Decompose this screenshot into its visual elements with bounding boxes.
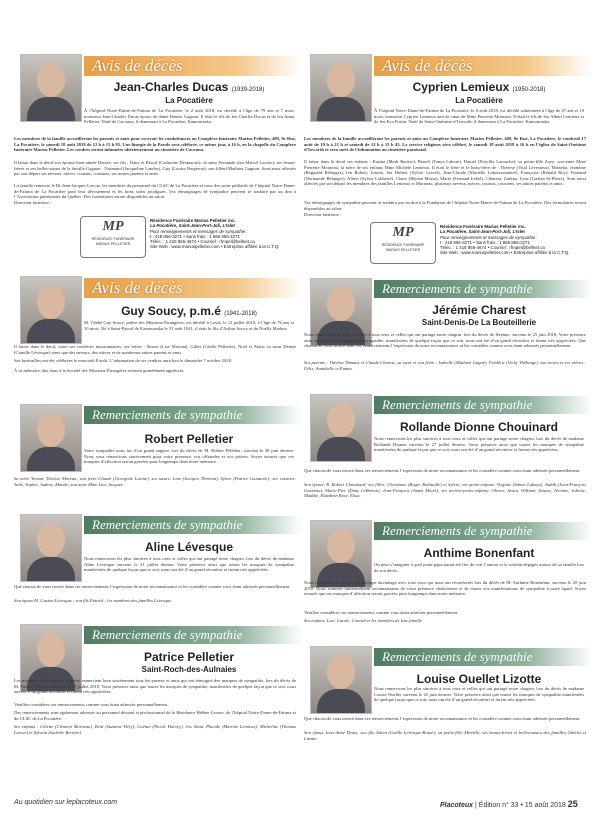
deceased-name: Guy Soucy, p.m.é (1941-2018) [121,304,257,318]
notice-text: Des remerciements sont également adressés au personnel dévoué et professionnel de la Résidence Hélène Lavoie, de l’hôpital Notre-Dame-de-Fatima et du CLSC de La Pocatière. [14,710,296,721]
notice-ducas [14,52,296,230]
notice-text: Les membres de la famille accueilleront les parents et amis pour recevoir les condoléances au Complexe funéraire Marius Pelletier, 409, 9e Rue, La Pocatière, le samedi 18 août 2018 de 12 h à 15 h 95. Une liturgie de la Parole sera célébrée, ce même jour, à 16 h, en la chapelle du Complexe funéraire Marius Pelletier. Les cendres seront inhumées ultérieurement au cimetière de Cacouna. [14,136,296,153]
banner-remerciements: Remerciements de sympathie [374,522,592,540]
portrait-photo [310,646,372,714]
deceased-place: Saint-Roch-des-Aulnaies [141,665,237,674]
notice-text: Il laisse dans le deuil, outre ses confrères missionnaires, ses frères : Simon (Lise Moreau), Gilles (Gisèle Pelletier), Noël et Alain; sa sœur Denise (Camille Lévesque) ainsi que des neveux, des nièces et de nombreux autres parents et amis. [14,344,296,355]
deceased-name: Jérémie Charest [432,303,526,317]
deceased-name: Robert Pelletier [144,432,234,446]
deceased-name: Aline Lévesque [144,540,234,554]
notice-text: Son époux: R. Robert Chouinard; ses filles: Christiane (Roger Robitaille) et Sylvie; ses petits-enfants: Virginie (Simon Lahaye), Judith (Jean-François Guenette), Marie-Pier (Dany LeBreton), Jean-François (Anaïs Morel); ses arrière-petits-enfants: Olivier, Justin, William, Ariane, Jérémie, Juliette, Maddie, Elizabeth Rose, Elisa. [304,482,586,499]
notice-robert-pelletier [14,402,296,498]
notice-text: Ses enfants : Colette (Clément Morneau), Réal (Suzanne Héry), Gaétan (Nicole Harvey), Jos Alain, Placide (Martine Lemieux), Micheline (Thomas Lavoie) et Sylvain (Isabelle Bernier). [14,724,296,735]
deceased-name: Anthime Bonenfant [423,546,535,560]
notice-text: Ses funérailles ont été célébrées le mercredi 8 août. L’inhumation de ses cendres aura lieu le dimanche 7 octobre 2018. [14,358,233,363]
deceased-name: Rollande Dionne Chouinard [400,420,558,434]
notice-text: On peut s’imaginer à quel point papa aurait été fier de voir l’amour et le soutien dégagés autour de sa famille lors de son décès. [374,562,584,573]
notice-text: Les membres de la famille Pelletier remercient bien sincèrement tous les parents et amis qui ont témoigné des marques de sympathie, lors du décès de M. Patrice Pelletier, survenu le 27 juillet 2018. Votre présence ainsi que toutes les marques de sympathie, manifestées de quelque façon que ce soit, nous ont été d’un grand réconfort et furent très appréciées. [14,678,296,695]
portrait-photo [310,394,372,462]
notice-text: La famille remercie le Dr Jean-Jacques Lavoie, les membres du personnel du CLSC de La Pocatière et ceux des soins palliatifs de l’hôpital Notre-Dame-de-Fatima de La Pocatière pour leur dévouement et les bons soins prodigués. Vos témoignages de sympathie peuvent se traduire par un don à l’Association pulmonaire du Québec. Des formulaires seront disponibles au salon. [14,183,296,200]
notice-text: Que chacun de vous trouve dans ces remerciements l’expression de notre reconnaissance et les considère comme vous étant adressés personnellement. [304,716,581,721]
funeral-home-logo: MP RÉSIDENCE FUNÉRAIRE MARIUS PELLETIER [370,222,436,264]
funeral-home-info: Résidence Funéraire Marius Pelletier inc. La Pocatière, Saint-Jean-Port-Joli, L’Islet Pour renseignements et messages de sympathie : t : 418 856-3271 • Sans frais : 1 866 856-3271 Téléc. : 1 418 856-4674 • Courriel : rfmpel@bellnet.ca Site Web : www.mariuspelletier.com • Entreprise affiliée à la C.T.Q. [440,224,570,256]
portrait-photo [310,54,372,122]
notice-text: Que chacun de vous trouve dans ces remerciements l’expression de notre reconnaissance et les considère comme vous étant adressés personnellement. [304,468,581,473]
portrait-photo [20,404,82,472]
notice-ouellet-lizotte [304,644,586,754]
notice-patrice-pelletier [14,622,296,752]
funeral-home-info: Résidence Funéraire Marius Pelletier inc. La Pocatière, Saint-Jean-Port-Joli, L’Islet Pour renseignements et messages de sympathie : t : 418 856-3271 • Sans frais : 1 866 856-3271 Téléc. : 1 418 856-4674 • Courriel : rfmpel@bellnet.ca Site Web : www.mariuspelletier.com • Entreprise affiliée à la C.T.Q. [150,218,280,250]
notice-text: Nous regrettons de n’avoir pu partager davantage avec tous ceux qui nous ont réconfortés lors du décès de M. Anthime Bonenfant, survenu le 28 juin 2018. Nous sommes immensément reconnaissants de votre présence chaleureuse et de toutes vos manifestations de sympathie à notre égard. Soyez assurés que ces marques d’affection seront gravées pour longtemps dans notre mémoire. [304,580,586,597]
deceased-place: Saint-Denis-De La Bouteillerie [421,318,537,327]
notice-text: À l’hôpital Notre-Dame-de-Fatima de La Pocatière, le 2 août 2018, est décédé à l’âge de 79 ans et 7 mois monsieur Jean-Charles Ducas époux de dame Denise Gagnon. Il était le fils de feu Charles Ducas et de feu Anna Pelletier. Natif de Cacouna, il demeurait à La Pocatière, Kamouraska. [84,108,294,125]
notice-text: Ses enfants, Lise, Carole, Conrad et les membres de leur famille [304,618,422,623]
notice-soucy [14,274,296,378]
footer-edition: Placoteux | Édition n° 33 • 15 août 2018 25 [440,799,578,809]
notice-text: Nous remercions les plus sincères à tous ceux et celles qui ont partagé notre chagrin, lors du décès de madame Aline Lévesque survenu le 21 juillet dernier. Votre présence ainsi que toutes les marques de sympathie manifestées de quelque façon que ce soit, nous ont été d’un grand réconfort et furent très appréciées. [84,556,294,573]
notice-text: Veuillez considérer ces remerciements comme vous étant adressés personnellement. [304,610,459,615]
deceased-place: La Pocatière [455,96,503,105]
notice-text: Son époux M. Gaston Lévesque ; son fils Patrick ; les membres des familles Lévesque. [14,598,173,603]
notice-text: Il laisse dans le deuil son épouse bien-aimée Denise; ses fils : Dany et Pascal (Catherine Desmarais); sa sœur Fernande (feu Marcel Lavoie); ses beaux-frères et ses belles-sœurs de la famille Gagnon : Normand (Jacqueline Landry), Guy (Louise Bergeron); son filleul Mathieu Gagnon. Sont aussi affectés par son départ ses neveux, nièces, cousins, cousines, ses autres parents et amis. [14,160,296,177]
notice-text: Les membres de la famille accueilleront les parents et amis au Complexe funéraire Marius Pelletier, 409, 9e Rue, La Pocatière, le vendredi 17 août de 19 h à 21 h et samedi de 12 h à 15 h 45. Le service religieux sera célébré, le samedi 18 août 2018 à 16 h en l’église de Saint-Onésime d’Ixworth et sera suivi de l’inhumation au cimetière paroissial. [304,136,586,153]
portrait-photo [20,276,82,344]
banner-remerciements: Remerciements de sympathie [84,516,302,534]
banner-remerciements: Remerciements de sympathie [84,626,302,644]
funeral-home-logo: MP RÉSIDENCE FUNÉRAIRE MARIUS PELLETIER [80,216,146,258]
banner-remerciements: Remerciements de sympathie [374,648,592,666]
banner-remerciements: Remerciements de sympathie [374,280,592,298]
deceased-name: Patrice Pelletier [143,650,235,664]
portrait-photo [20,514,82,582]
banner-remerciements: Remerciements de sympathie [84,406,302,424]
notice-text: Sa mère Yvonne Thérèse Moreau; son frère Claude (Georgette Lizotte), ses sœurs: Line (Jacques Thoreau), Sylvie (Patrice Gamache); ses voisines: Julie, Sophie, Audrey, Maude; son amie Mme Line Jacques. [14,476,296,487]
notice-text: Que chacun de vous trouve dans ces remerciements l’expression de notre reconnaissance et les considère comme vous étant adressés personnellement. [14,584,291,589]
notice-text: Ses parents : Thérèse Dumais et Claude Charest; sa sœur et son frère : Isabelle (Mathieu Gagné), Frédéric (Vicky Théberge), son neveu et ses nièces : Félix, Annabelle et Emma. [304,360,586,371]
notice-lemieux [304,52,586,230]
banner-remerciements: Remerciements de sympathie [374,396,592,414]
notice-text: Son époux Jean-Aimé Denis; son fils Julien (Gaëlle Lévesque-Rossé); sa petite-fille Mireille; ses beaux-frères et belles-sœurs des familles Ouellet et Lizotte. [304,730,586,741]
notice-bonenfant [304,518,586,628]
notice-text: Vos témoignages de sympathie peuvent se traduire par un don à la Fondation de l’hôpital Notre-Dame-de-Fatima de La Pocatière. Des formulaires seront disponibles au salon. [304,200,586,211]
notice-chouinard [304,392,586,512]
notice-text: Nous remercions les plus sincères à tous ceux et celles qui ont partagé notre chagrin, lors du décès de madame Louise Ouellet survenu le 25 juin dernier. Votre présence ainsi que toutes les marques de sympathie manifestées de quelque façon que ce soit, nous ont été d’un grand réconfort et furent très appréciées. [374,686,584,703]
deceased-name: Cyprien Lemieux (1950-2018) [412,80,546,94]
notice-text: Direction funéraire : [14,200,52,205]
notice-text: M. l’abbé Guy Soucy, prêtre des Missions-Étrangères, est décédé à Laval, le 12 juillet 2018, à l’âge de 76 ans et 10 mois. Né à Saint-Pascal de Kamouraska le 31 août 1941, il était le fils d’Arthur Soucy et de Noëlla Madore. [84,320,294,331]
notice-aline-levesque [14,512,296,608]
notice-text: À sa mémoire, des dons à la Société des Missions-Étrangères seraient grandement appréciés. [14,368,185,373]
notice-text: Il laisse dans le deuil ses enfants : Karina (Mark Backer), Benoît (Tanya Labore), Daniel (Priscilla Larouche); sa petite-fille Zoey; son amie Mme Pierrette Morneau; la mère de ses enfants Mme Michèle Lemieux. Il était le frère et le beau-frère de : Thérèse (Vital Lévesseur), Marietta, Jeannine (Réginald Bélanger), feu Robert, Josette, feu Hubert (Sylvie Gravel), Jean-Claude (Marielle Laboissonnière), Françoise (Rénald Roy), Fernand (Normande Bélanger), Albert (Sylvie Laliberté), Claire (Réjean Morin), Marie (Fernand Lebel), Clément, Gaétan, Lyne (Gaétan St-Pierre). Sont aussi affectés par son départ les membres des familles Lemieux et Morneau, plusieurs neveux, nièces, cousins, cousines, ses autres parents et amis. [304,159,586,187]
notice-text: À l’hôpital Notre-Dame-de-Fatima de La Pocatière, le 8 août 2018, est décédé subitement à l’âge de 67 ans et 10 mois, monsieur Cyprien Lemieux ami de cœur de Mme Pierrette Morneau. Il était le fils de feu Albert Lemieux et de feu Eva Fortin. Natif de Saint-Onésime-d’Ixworth, il demeurait à La Pocatière, Kamouraska. [374,108,584,125]
banner-avis: Avis de décès [84,278,302,298]
deceased-name: Louise Ouellet Lizotte [416,672,542,686]
banner-avis: Avis de décès [84,56,302,76]
banner-avis: Avis de décès [374,56,592,76]
footer-website: Au quotidien sur leplacoteux.com [14,799,118,806]
deceased-place: La Pocatière [165,96,213,105]
portrait-photo [310,520,372,588]
notice-text: Direction funéraire : [304,212,342,217]
portrait-photo [20,54,82,122]
notice-text: Nous remercions les plus sincères à tous ceux et celles qui ont partagé notre chagrin, lors du décès de Jérémie, survenu le 25 juin 2018. Votre présence ainsi que toutes les marques de sympathie, manifestées de quelque façon que ce soit, nous ont été d’un grand réconfort et furent très appréciées. Que chacun de vous trouve dans ces remerciements l’expression de notre reconnaissance et les considère comme vous étant adressés personnellement. [304,332,586,349]
notice-text: Votre sympathie nous fut d’un grand support lors du décès de M. Robert Pelletier, survenu le 30 juin dernier. Nous vous remercions sincèrement pour votre présence, vos offrandes et vos prières. Soyez assurés que ces marques d’affection seront gravées pour longtemps dans notre mémoire. [84,448,294,465]
notice-text: Veuillez considérer ces remerciements comme vous étant adressés personnellement. [14,702,169,707]
notice-text: Nous remercions les plus sincères à tous ceux et celles qui ont partagé notre chagrin, lors du décès de madame Rollande Dionne survenu le 27 juillet dernier. Votre présence ainsi que toutes les marques de sympathie manifestées de quelque façon que ce soit, nous ont été d’un grand réconfort et furent très appréciées. [374,436,584,453]
deceased-name: Jean-Charles Ducas (1939-2018) [113,80,265,94]
notice-charest [304,276,586,376]
